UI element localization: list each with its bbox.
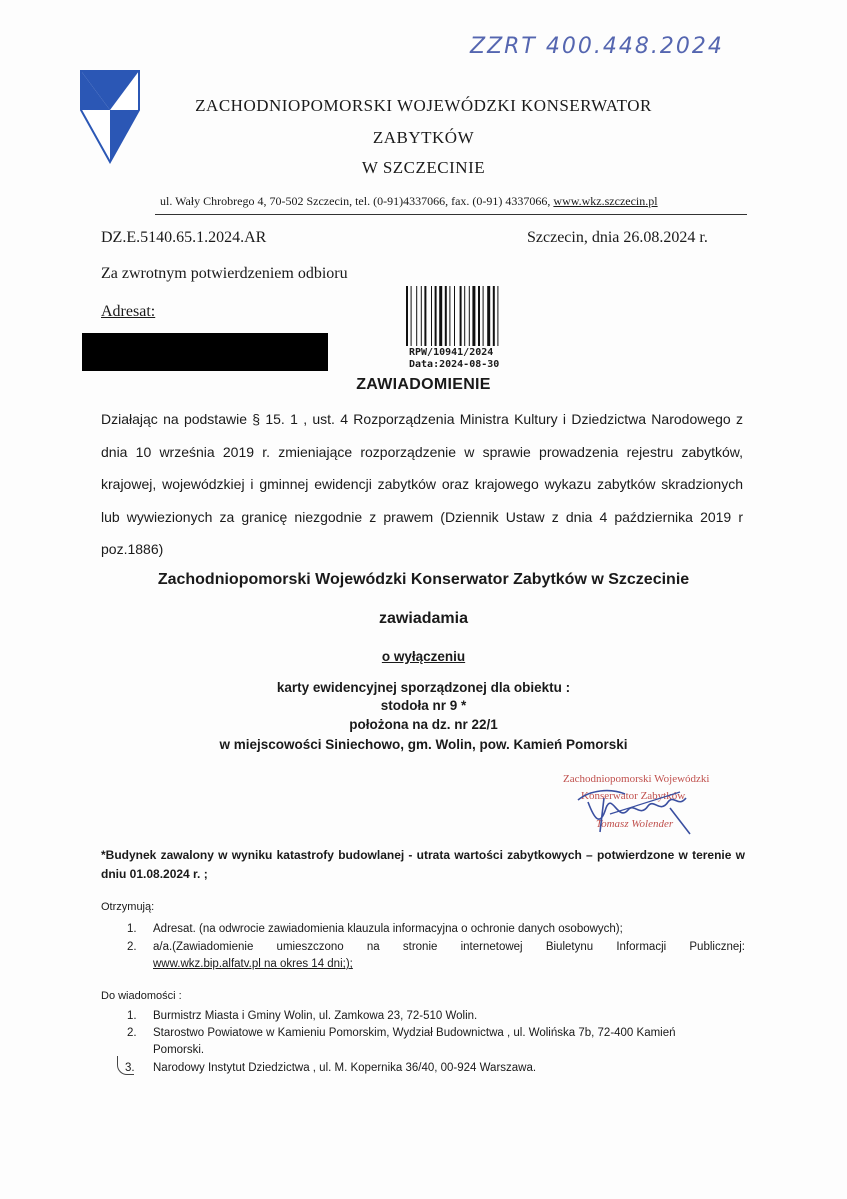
cc-1-num: 1. (127, 1010, 137, 1022)
cc-3-num: 3. (125, 1062, 135, 1074)
recipient-1-text: Adresat. (na odwrocie zawiadomienia klauzula informacyjna o ochronie danych osobowych); (153, 923, 623, 935)
barcode-bar (449, 286, 450, 346)
footnote: *Budynek zawalony w wyniku katastrofy budowlanej - utrata wartości zabytkowych – potwierdzone w terenie w dniu 01.08.2024 r. ; (101, 848, 745, 881)
object-line1: karty ewidencyjnej sporządzonej dla obiektu : (276, 680, 571, 695)
barcode-bar (493, 286, 495, 346)
handwritten-check-mark (117, 1056, 134, 1075)
barcode-bar (411, 286, 412, 346)
header-title-line3: W SZCZECINIE (361, 158, 486, 177)
header-divider (155, 214, 747, 215)
barcode-bar (469, 286, 470, 346)
header-title-line2: ZABYTKÓW (372, 128, 475, 147)
object-line2: stodoła nr 9 * (380, 698, 467, 713)
object-line4: w miejscowości Siniechowo, gm. Wolin, pow. Kamień Pomorski (219, 737, 628, 752)
barcode (406, 286, 520, 346)
website-link[interactable]: www.wkz.szczecin.pl (553, 194, 658, 208)
cc-1-text: Burmistrz Miasta i Gminy Wolin, ul. Zamkowa 23, 72-510 Wolin. (153, 1010, 478, 1022)
barcode-bar (445, 286, 447, 346)
emblem-logo (80, 70, 140, 164)
handwritten-signature (570, 778, 700, 838)
barcode-bar (464, 286, 465, 346)
cc-2-text: Starostwo Powiatowe w Kamieniu Pomorskim, Wydział Budownictwa , ul. Wolińska 7b, 72-400 Kamień (153, 1027, 676, 1039)
stamp-line2: Konserwator Zabytków (581, 790, 686, 802)
barcode-number: RPW/10941/2024 (409, 347, 494, 358)
address-text: ul. Wały Chrobrego 4, 70-502 Szczecin, tel. (0-91)4337066, fax. (0-91) 4337066, (160, 194, 554, 208)
barcode-bar (431, 286, 432, 346)
barcode-bar (478, 286, 480, 346)
stamp-name: Tomasz Wolender (596, 818, 674, 830)
delivery-note: Za zwrotnym potwierdzeniem odbioru (101, 265, 348, 282)
cc-2-text-cont: Pomorski. (153, 1044, 205, 1056)
body-paragraph: Działając na podstawie § 15. 1 , ust. 4 Rozporządzenia Ministra Kultury i Dziedzictwa Narodowego z dnia 10 września 2019 r. zmieniające rozporządzenie w sprawie prowadzenia rejestru zabytków, krajowej, wojewódzkiej i gminnej ewidencji zabytków oraz krajowego wykazu zabytków skradzionych lub wywiezionych za granicę niezgodnie z prawem (Dziennik Ustaw z dnia 4 października 2019 r poz.1886) (101, 411, 743, 557)
barcode-bar (439, 286, 442, 346)
recipient-2-text: a/a.(Zawiadomienie umieszczono na stronie internetowej Biuletynu Informacji Publicznej: (153, 941, 745, 953)
cc-label: Do wiadomości : (101, 990, 182, 1002)
document-date: Szczecin, dnia 26.08.2024 r. (527, 229, 708, 246)
document-title: ZAWIADOMIENIE (356, 376, 491, 393)
header-title-line1: ZACHODNIOPOMORSKI WOJEWÓDZKI KONSERWATOR (195, 96, 652, 115)
stamp-line1: Zachodniopomorski Wojewódzki (563, 773, 710, 785)
barcode-bar (435, 286, 437, 346)
addressee-label: Adresat: (101, 303, 156, 320)
barcode-bar (424, 286, 426, 346)
redacted-addressee (82, 333, 328, 371)
barcode-bar (454, 286, 455, 346)
cc-3-text: Narodowy Instytut Dziedzictwa , ul. M. Kopernika 36/40, 00-924 Warszawa. (153, 1062, 537, 1074)
barcode-date: Data:2024-08-30 (409, 359, 500, 370)
barcode-bar (421, 286, 422, 346)
bip-link[interactable]: www.wkz.bip.alfatv.pl na okres 14 dni;); (153, 958, 353, 970)
notifies-label: zawiadamia (379, 610, 468, 627)
barcode-bar (497, 286, 498, 346)
subject-label: o wyłączeniu (381, 649, 466, 664)
barcode-bar (487, 286, 490, 346)
authority-name: Zachodniopomorski Wojewódzki Konserwator Zabytków w Szczecinie (157, 571, 690, 588)
recipient-1-num: 1. (127, 923, 137, 935)
reference-number: DZ.E.5140.65.1.2024.AR (101, 229, 267, 246)
handwritten-note: ZZRT 400.448.2024 (470, 34, 724, 59)
object-line3: położona na dz. nr 22/1 (349, 717, 498, 732)
barcode-bar (406, 286, 408, 346)
header-address (160, 194, 658, 209)
barcode-bar (460, 286, 462, 346)
barcode-bar (483, 286, 484, 346)
barcode-bar (416, 286, 417, 346)
recipients-label: Otrzymują: (101, 901, 155, 913)
cc-2-num: 2. (127, 1027, 137, 1039)
recipient-2-num: 2. (127, 941, 137, 953)
barcode-bar (472, 286, 475, 346)
